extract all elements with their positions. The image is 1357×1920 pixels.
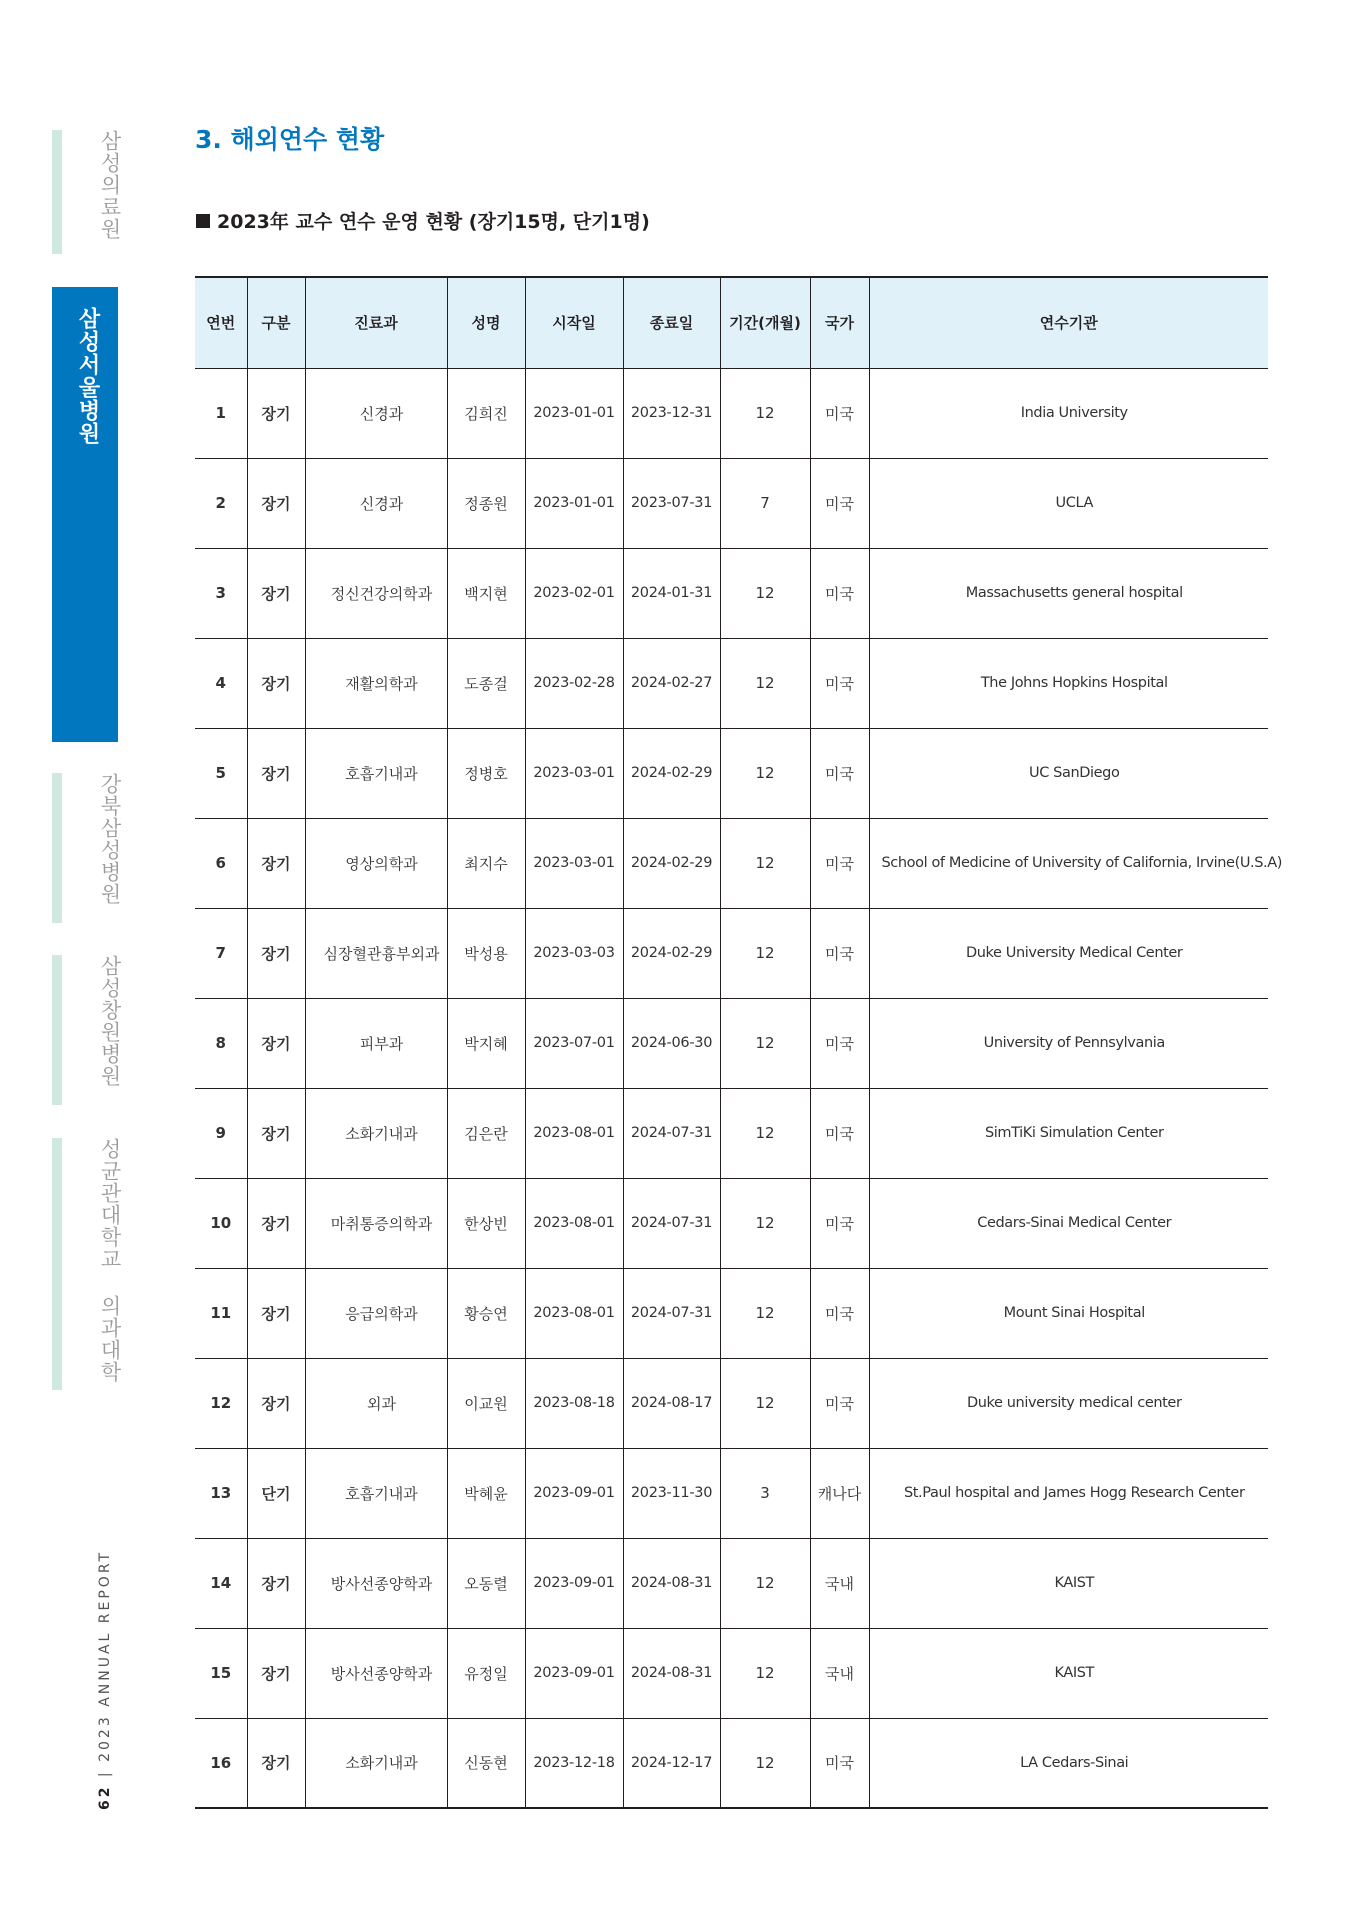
col-end-header: 종료일 [623, 277, 720, 368]
cell-type: 장기 [247, 548, 305, 638]
table-row [195, 1178, 1268, 1268]
side-nav-label: 삼성창원병원 [98, 955, 122, 1087]
cell-months: 12 [720, 368, 810, 458]
cell-no: 16 [195, 1718, 247, 1808]
cell-end-date: 2024-07-31 [623, 1088, 720, 1178]
col-dept-header: 진료과 [305, 277, 447, 368]
table-row [195, 458, 1268, 548]
cell-end-date: 2024-08-31 [623, 1538, 720, 1628]
cell-start-date: 2023-07-01 [525, 998, 623, 1088]
cell-dept: 신경과 [305, 368, 447, 458]
cell-name: 황승연 [447, 1268, 525, 1358]
cell-no: 15 [195, 1628, 247, 1718]
cell-start-date: 2023-03-03 [525, 908, 623, 998]
cell-end-date: 2024-07-31 [623, 1268, 720, 1358]
side-nav-indicator [52, 1138, 62, 1390]
cell-no: 12 [195, 1358, 247, 1448]
cell-no: 10 [195, 1178, 247, 1268]
cell-dept: 응급의학과 [305, 1268, 447, 1358]
cell-dept: 피부과 [305, 998, 447, 1088]
cell-months: 12 [720, 1088, 810, 1178]
side-nav-label: 성균관대학교 의과대학 [98, 1138, 122, 1383]
cell-name: 김희진 [447, 368, 525, 458]
cell-institution: SimTiKi Simulation Center [869, 1088, 1268, 1178]
table-row [195, 1448, 1268, 1538]
cell-months: 12 [720, 1358, 810, 1448]
table-row [195, 638, 1268, 728]
cell-institution: India University [869, 368, 1268, 458]
col-months-header: 기간(개월) [720, 277, 810, 368]
cell-name: 한상빈 [447, 1178, 525, 1268]
subtitle-text: 2023年 교수 연수 운영 현황 (장기15명, 단기1명) [217, 211, 650, 233]
cell-institution: UCLA [869, 458, 1268, 548]
table-row [195, 1538, 1268, 1628]
section-title: 3. 해외연수 현황 [195, 125, 385, 154]
cell-dept: 소화기내과 [305, 1718, 447, 1808]
cell-institution: Massachusetts general hospital [869, 548, 1268, 638]
cell-institution: Duke university medical center [869, 1358, 1268, 1448]
cell-type: 장기 [247, 728, 305, 818]
cell-name: 정종원 [447, 458, 525, 548]
cell-institution: Mount Sinai Hospital [869, 1268, 1268, 1358]
cell-country: 미국 [810, 548, 869, 638]
cell-type: 장기 [247, 1538, 305, 1628]
cell-dept: 정신건강의학과 [305, 548, 447, 638]
side-nav-label: 삼성의료원 [98, 130, 122, 240]
col-country-header: 국가 [810, 277, 869, 368]
cell-start-date: 2023-02-01 [525, 548, 623, 638]
cell-name: 유정일 [447, 1628, 525, 1718]
table-row [195, 908, 1268, 998]
cell-institution: St.Paul hospital and James Hogg Research Center [869, 1448, 1268, 1538]
table-row [195, 1718, 1268, 1808]
cell-no: 13 [195, 1448, 247, 1538]
cell-no: 8 [195, 998, 247, 1088]
table-row [195, 818, 1268, 908]
cell-start-date: 2023-08-01 [525, 1268, 623, 1358]
cell-no: 4 [195, 638, 247, 728]
cell-country: 미국 [810, 1718, 869, 1808]
table-row [195, 1088, 1268, 1178]
cell-start-date: 2023-08-18 [525, 1358, 623, 1448]
cell-no: 14 [195, 1538, 247, 1628]
cell-country: 미국 [810, 458, 869, 548]
cell-dept: 방사선종양학과 [305, 1538, 447, 1628]
cell-months: 12 [720, 908, 810, 998]
cell-name: 박지혜 [447, 998, 525, 1088]
cell-name: 최지수 [447, 818, 525, 908]
cell-end-date: 2024-02-29 [623, 728, 720, 818]
cell-name: 김은란 [447, 1088, 525, 1178]
cell-dept: 소화기내과 [305, 1088, 447, 1178]
cell-end-date: 2024-06-30 [623, 998, 720, 1088]
table-row [195, 548, 1268, 638]
cell-end-date: 2024-02-29 [623, 818, 720, 908]
cell-months: 12 [720, 638, 810, 728]
cell-type: 장기 [247, 1268, 305, 1358]
cell-country: 미국 [810, 368, 869, 458]
col-institution-header: 연수기관 [869, 277, 1268, 368]
page-number: 62 [97, 1784, 113, 1810]
cell-name: 박성용 [447, 908, 525, 998]
cell-end-date: 2024-01-31 [623, 548, 720, 638]
cell-start-date: 2023-02-28 [525, 638, 623, 728]
cell-name: 신동현 [447, 1718, 525, 1808]
cell-months: 12 [720, 548, 810, 638]
cell-end-date: 2024-02-27 [623, 638, 720, 728]
cell-dept: 외과 [305, 1358, 447, 1448]
cell-name: 박혜윤 [447, 1448, 525, 1538]
cell-end-date: 2024-02-29 [623, 908, 720, 998]
cell-country: 미국 [810, 1178, 869, 1268]
cell-dept: 영상의학과 [305, 818, 447, 908]
cell-dept: 호흡기내과 [305, 1448, 447, 1538]
cell-start-date: 2023-09-01 [525, 1448, 623, 1538]
cell-start-date: 2023-09-01 [525, 1538, 623, 1628]
cell-end-date: 2024-08-17 [623, 1358, 720, 1448]
cell-start-date: 2023-03-01 [525, 818, 623, 908]
cell-country: 미국 [810, 638, 869, 728]
cell-no: 7 [195, 908, 247, 998]
cell-months: 3 [720, 1448, 810, 1538]
cell-end-date: 2024-12-17 [623, 1718, 720, 1808]
table-body [195, 368, 1283, 1808]
table-row [195, 1628, 1268, 1718]
cell-dept: 재활의학과 [305, 638, 447, 728]
cell-institution: KAIST [869, 1538, 1268, 1628]
cell-months: 12 [720, 818, 810, 908]
side-nav-medical-center[interactable] [52, 130, 122, 254]
cell-institution: University of Pennsylvania [869, 998, 1268, 1088]
cell-dept: 호흡기내과 [305, 728, 447, 818]
cell-type: 장기 [247, 908, 305, 998]
cell-country: 캐나다 [810, 1448, 869, 1538]
cell-name: 이교원 [447, 1358, 525, 1448]
table-header [195, 277, 1268, 368]
side-nav-label: 강북삼성병원 [98, 773, 122, 905]
cell-end-date: 2023-12-31 [623, 368, 720, 458]
cell-no: 5 [195, 728, 247, 818]
cell-country: 미국 [810, 1358, 869, 1448]
cell-months: 12 [720, 1628, 810, 1718]
table-header-row [195, 277, 1268, 368]
cell-institution: The Johns Hopkins Hospital [869, 638, 1268, 728]
cell-no: 2 [195, 458, 247, 548]
cell-institution: KAIST [869, 1628, 1268, 1718]
cell-country: 국내 [810, 1628, 869, 1718]
cell-no: 1 [195, 368, 247, 458]
cell-months: 7 [720, 458, 810, 548]
cell-institution: School of Medicine of University of California, Irvine(U.S.A) [869, 818, 1268, 908]
cell-type: 장기 [247, 818, 305, 908]
table-row [195, 728, 1268, 818]
col-no-header: 연번 [195, 277, 247, 368]
cell-dept: 신경과 [305, 458, 447, 548]
side-nav-skku-medicine[interactable] [52, 1138, 122, 1390]
side-nav-indicator [52, 773, 62, 923]
cell-country: 미국 [810, 1088, 869, 1178]
cell-type: 장기 [247, 368, 305, 458]
cell-name: 정병호 [447, 728, 525, 818]
cell-dept: 심장혈관흉부외과 [305, 908, 447, 998]
square-bullet-icon [196, 214, 210, 228]
cell-country: 미국 [810, 1268, 869, 1358]
cell-months: 12 [720, 1538, 810, 1628]
cell-end-date: 2024-08-31 [623, 1628, 720, 1718]
cell-institution: Cedars-Sinai Medical Center [869, 1178, 1268, 1268]
training-table [195, 276, 1283, 1809]
cell-name: 도종걸 [447, 638, 525, 728]
cell-country: 미국 [810, 998, 869, 1088]
cell-no: 9 [195, 1088, 247, 1178]
side-nav-label: 삼성서울병원 [75, 307, 100, 445]
cell-type: 장기 [247, 998, 305, 1088]
cell-type: 단기 [247, 1448, 305, 1538]
cell-months: 12 [720, 728, 810, 818]
cell-dept: 방사선종양학과 [305, 1628, 447, 1718]
cell-country: 미국 [810, 908, 869, 998]
table-subtitle [196, 207, 650, 234]
table-row [195, 998, 1268, 1088]
cell-start-date: 2023-08-01 [525, 1178, 623, 1268]
cell-months: 12 [720, 1718, 810, 1808]
cell-no: 6 [195, 818, 247, 908]
cell-type: 장기 [247, 1358, 305, 1448]
cell-institution: Duke University Medical Center [869, 908, 1268, 998]
col-name-header: 성명 [447, 277, 525, 368]
cell-type: 장기 [247, 1088, 305, 1178]
cell-country: 미국 [810, 818, 869, 908]
cell-type: 장기 [247, 638, 305, 728]
cell-type: 장기 [247, 1628, 305, 1718]
cell-start-date: 2023-09-01 [525, 1628, 623, 1718]
cell-country: 국내 [810, 1538, 869, 1628]
cell-months: 12 [720, 998, 810, 1088]
col-type-header: 구분 [247, 277, 305, 368]
cell-start-date: 2023-01-01 [525, 368, 623, 458]
cell-institution: LA Cedars-Sinai [869, 1718, 1268, 1808]
cell-name: 백지현 [447, 548, 525, 638]
footer-separator: | [97, 1769, 113, 1778]
cell-no: 11 [195, 1268, 247, 1358]
cell-no: 3 [195, 548, 247, 638]
cell-country: 미국 [810, 728, 869, 818]
table-row [195, 1268, 1268, 1358]
side-nav-kangbuk-hospital[interactable] [52, 773, 122, 923]
annual-report-footer [97, 1549, 113, 1810]
cell-type: 장기 [247, 458, 305, 548]
col-start-header: 시작일 [525, 277, 623, 368]
cell-end-date: 2023-11-30 [623, 1448, 720, 1538]
report-label: 2023 ANNUAL REPORT [97, 1549, 113, 1762]
cell-type: 장기 [247, 1718, 305, 1808]
side-nav-seoul-hospital[interactable] [52, 287, 118, 742]
table-row [195, 368, 1268, 458]
cell-start-date: 2023-08-01 [525, 1088, 623, 1178]
cell-name: 오동렬 [447, 1538, 525, 1628]
side-nav-indicator [52, 130, 62, 254]
cell-dept: 마취통증의학과 [305, 1178, 447, 1268]
cell-institution: UC SanDiego [869, 728, 1268, 818]
table-row [195, 1358, 1268, 1448]
cell-start-date: 2023-12-18 [525, 1718, 623, 1808]
cell-end-date: 2023-07-31 [623, 458, 720, 548]
cell-type: 장기 [247, 1178, 305, 1268]
cell-start-date: 2023-01-01 [525, 458, 623, 548]
cell-end-date: 2024-07-31 [623, 1178, 720, 1268]
cell-start-date: 2023-03-01 [525, 728, 623, 818]
cell-months: 12 [720, 1178, 810, 1268]
cell-months: 12 [720, 1268, 810, 1358]
side-nav-indicator [52, 955, 62, 1105]
side-nav-changwon-hospital[interactable] [52, 955, 122, 1105]
